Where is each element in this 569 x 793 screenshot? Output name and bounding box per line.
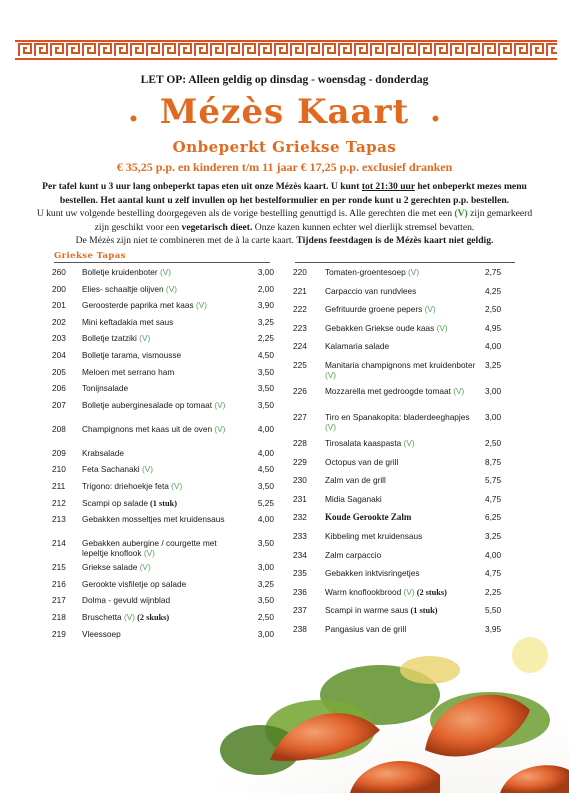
menu-item-number: 221: [293, 285, 307, 296]
menu-item-name: Tomaten-groentesoep (V): [325, 267, 420, 277]
menu-item-name: Carpaccio van rundvlees: [325, 285, 417, 296]
menu-item-name: Warm knoflookbrood (V) (2 stuks): [325, 586, 447, 597]
menu-item-229: [293, 458, 515, 477]
menu-item-price: 3,00: [257, 628, 274, 639]
menu-item-name: Bolletje tarama, vismousse: [82, 350, 182, 360]
price-line: € 35,25 p.p. en kinderen t/m 11 jaar € 17,25 p.p. exclusief dranken: [116, 160, 453, 174]
menu-item-228: [293, 439, 515, 458]
menu-item-price: 5,25: [257, 497, 274, 508]
portion-note: (2 skuks): [135, 613, 170, 622]
menu-item-price: 4,00: [485, 341, 502, 352]
menu-item-price: 4,50: [257, 350, 274, 360]
vegetarian-tag: (V): [405, 267, 420, 277]
menu-item-number: 213: [52, 514, 66, 525]
menu-item-name: Bolletje kruidenboter (V): [82, 267, 172, 277]
menu-item-number: 232: [293, 512, 307, 523]
menu-item-number: 237: [293, 605, 307, 616]
vegetarian-tag: (V): [325, 369, 337, 380]
vegetarian-tag: (V): [141, 547, 155, 558]
menu-item-224: [293, 342, 515, 361]
menu-item-209: [52, 449, 274, 466]
menu-item-price: 4,25: [485, 285, 502, 296]
vegetarian-tag: (V): [157, 267, 172, 277]
menu-item-237: [293, 606, 515, 625]
vegetarian-tag: (V): [325, 421, 337, 432]
vegetarian-tag: (V): [193, 300, 207, 311]
greek-key-border: [15, 40, 557, 60]
menu-item-name: Koude Gerookte Zalm: [325, 512, 412, 523]
menu-item-price: 2,00: [257, 283, 274, 294]
menu-item-name: Bolletje auberginesalade op tomaat (V): [82, 399, 226, 410]
vegetarian-tag: (V): [139, 464, 154, 475]
menu-item-price: 4,95: [485, 322, 502, 333]
menu-item-number: 214: [52, 538, 66, 549]
menu-item-number: 212: [52, 497, 66, 508]
menu-item-name: Tirosalata kaaspasta (V): [325, 438, 415, 448]
info-line-5: De Mézès zijn niet te combineren met de à la carte kaart. Tijdens feestdagen is de Mézès kaart niet geldig.: [75, 235, 494, 246]
vegetarian-tag: (V): [212, 399, 226, 410]
menu-item-name: Feta Sachanaki (V): [82, 464, 154, 475]
menu-item-price: 3,90: [257, 300, 274, 311]
menu-item-name: Tiro en Spanakopita: bladerdeeghapjes (V): [325, 412, 470, 432]
menu-item-223: [293, 324, 515, 343]
menu-item-name: Trigono: driehoekje feta (V): [82, 481, 183, 491]
menu-item-price: 2,25: [257, 333, 274, 344]
vegetarian-tag: (V): [422, 304, 436, 315]
menu-item-name: Dolma - gevuld wijnblad: [82, 595, 171, 606]
menu-item-number: 236: [293, 586, 307, 597]
info-line-2: bestellen. Het aantal kunt u zelf invullen op het bestelformulier en per ronde kunt u 2 gerechten p.p. bestellen.: [59, 194, 510, 206]
menu-item-price: 3,00: [257, 562, 274, 573]
menu-item-232: [293, 513, 515, 532]
menu-item-price: 4,00: [257, 514, 274, 525]
menu-item-number: 215: [52, 562, 66, 573]
menu-item-213: [52, 515, 274, 539]
menu-item-230: [293, 476, 515, 495]
menu-item-price: 4,50: [257, 464, 274, 475]
menu-item-number: 202: [52, 316, 66, 327]
menu-item-202: [52, 318, 274, 335]
menu-item-number: 228: [293, 438, 307, 448]
menu-item-price: 3,50: [257, 538, 274, 549]
menu-item-number: 200: [52, 283, 66, 294]
menu-item-number: 230: [293, 475, 307, 486]
menu-item-number: 234: [293, 549, 307, 560]
menu-item-price: 8,75: [485, 456, 502, 467]
menu-item-name: Zalm van de grill: [325, 475, 386, 486]
menu-item-price: 3,50: [257, 383, 274, 394]
menu-item-name: Scampi op salade (1 stuk): [82, 497, 178, 508]
menu-item-name: Gebakken Griekse oude kaas (V): [325, 322, 448, 333]
menu-item-number: 201: [52, 300, 66, 311]
menu-item-price: 3,25: [257, 578, 274, 589]
menu-item-number: 211: [52, 481, 66, 491]
menu-item-221: [293, 287, 515, 306]
menu-item-price: 5,50: [485, 605, 502, 616]
vegetarian-tag: (V): [434, 322, 448, 333]
menu-item-number: 225: [293, 360, 307, 370]
menu-item-number: 219: [52, 628, 66, 639]
menu-item-number: 260: [52, 267, 66, 277]
menu-item-name: Gebakken aubergine / courgette met lepeltje knoflook (V): [82, 538, 217, 558]
menu-item-name: Gerookte visfiletje op salade: [82, 578, 187, 589]
menu-item-price: 3,00: [257, 267, 274, 277]
validity-notice: LET OP: Alleen geldig op dinsdag - woensdag - donderdag: [140, 74, 429, 86]
menu-item-name: Gebakken inktvisringetjes: [325, 568, 420, 579]
menu-item-price: 3,00: [485, 412, 502, 422]
menu-item-222: [293, 305, 515, 324]
menu-item-name: Bolletje tzatziki (V): [82, 333, 151, 344]
menu-item-name: Midia Saganaki: [325, 493, 382, 504]
vegetarian-tag: (V): [450, 386, 465, 396]
menu-item-number: 231: [293, 493, 307, 504]
portion-note: (1 stuk): [408, 606, 438, 616]
menu-item-215: [52, 563, 274, 580]
menu-item-name: Pangasius van de grill: [325, 624, 407, 634]
menu-item-price: 3,25: [485, 360, 502, 370]
menu-item-name: Gebakken mosseltjes met kruidensaus: [82, 514, 225, 525]
menu-item-name: Kibbeling met kruidensaus: [325, 531, 423, 541]
menu-item-210: [52, 465, 274, 482]
menu-item-number: 203: [52, 333, 66, 344]
menu-item-204: [52, 351, 274, 368]
menu-item-price: 2,50: [257, 612, 274, 622]
menu-item-number: 208: [52, 423, 66, 434]
menu-item-price: 3,00: [485, 386, 502, 396]
menu-item-name: Elies- schaaltje olijven (V): [82, 283, 177, 294]
vegetarian-tag: (V): [168, 481, 183, 491]
menu-item-price: 2,50: [485, 304, 502, 315]
menu-item-206: [52, 384, 274, 401]
portion-note: (1 stuk): [147, 498, 178, 508]
menu-item-220: [293, 268, 515, 287]
menu-item-235: [293, 569, 515, 588]
menu-item-227: [293, 413, 515, 439]
section-divider-left: [54, 262, 270, 263]
menu-item-236: [293, 588, 515, 607]
menu-item-203: [52, 334, 274, 351]
menu-item-number: 204: [52, 350, 66, 360]
menu-item-212: [52, 499, 274, 516]
menu-item-name: Mini keftadakia met saus: [82, 316, 174, 327]
page-title: Mézès Kaart: [159, 92, 410, 132]
vegetarian-tag: (V): [163, 283, 177, 294]
menu-item-number: 205: [52, 366, 66, 377]
menu-item-225: [293, 361, 515, 387]
info-paragraph: [20, 180, 549, 248]
menu-item-price: 4,75: [485, 493, 502, 504]
menu-item-number: 222: [293, 304, 307, 315]
menu-item-price: 6,25: [485, 512, 502, 523]
vegetarian-tag: (V): [137, 562, 151, 573]
section-divider-right: [295, 262, 515, 263]
menu-item-200: [52, 285, 274, 302]
menu-item-number: 207: [52, 399, 66, 410]
menu-item-price: 4,00: [485, 549, 502, 560]
menu-item-price: 3,50: [257, 481, 274, 491]
menu-item-number: 220: [293, 267, 307, 277]
menu-item-number: 206: [52, 383, 66, 394]
vegetarian-tag: (V): [136, 333, 151, 344]
menu-item-number: 227: [293, 412, 307, 422]
menu-item-price: 3,95: [485, 624, 502, 634]
menu-item-name: Scampi in warme saus (1 stuk): [325, 605, 438, 616]
portion-note: (2 stuks): [414, 587, 447, 597]
menu-item-number: 229: [293, 456, 307, 467]
menu-item-205: [52, 368, 274, 385]
menu-item-price: 3,50: [257, 399, 274, 410]
menu-item-231: [293, 495, 515, 514]
menu-item-price: 5,75: [485, 475, 502, 486]
menu-item-name: Zalm carpaccio: [325, 549, 382, 560]
info-line-3: U kunt uw volgende bestelling doorgegeven als de vorige bestelling genuttigd is. Alle gerechten die met een (V) zijn gemarkeerd: [36, 208, 533, 219]
menu-item-name: Champignons met kaas uit de oven (V): [82, 423, 226, 434]
menu-item-216: [52, 580, 274, 597]
menu-item-price: 3,25: [257, 316, 274, 327]
menu-item-208: [52, 425, 274, 449]
vegetarian-tag: (V): [121, 612, 136, 622]
menu-item-number: 235: [293, 568, 307, 579]
menu-item-name: Krabsalade: [82, 447, 124, 458]
menu-item-219: [52, 630, 274, 647]
menu-item-233: [293, 532, 515, 551]
menu-item-number: 210: [52, 464, 66, 475]
title-block: [0, 92, 569, 132]
title-dot-right: •: [431, 105, 440, 131]
menu-item-217: [52, 596, 274, 613]
menu-item-260: [52, 268, 274, 285]
menu-item-name: Kalamaria salade: [325, 341, 390, 352]
menu-item-number: 238: [293, 624, 307, 634]
menu-item-number: 224: [293, 341, 307, 352]
menu-item-price: 4,00: [257, 447, 274, 458]
menu-item-price: 2,25: [485, 586, 502, 597]
menu-item-234: [293, 551, 515, 570]
menu-item-price: 4,75: [485, 568, 502, 579]
menu-item-price: 3,25: [485, 531, 502, 541]
menu-item-name: Vleessoep: [82, 628, 121, 639]
menu-item-name: Manitaria champignons met kruidenboter (V): [325, 360, 476, 380]
menu-item-price: 2,75: [485, 267, 502, 277]
menu-item-226: [293, 387, 515, 413]
menu-item-218: [52, 613, 274, 630]
vegetarian-tag: (V): [212, 423, 226, 434]
section-title: Griekse Tapas: [54, 251, 126, 261]
menu-item-214: [52, 539, 274, 563]
vegetarian-tag: (V): [401, 586, 415, 597]
menu-item-number: 223: [293, 322, 307, 333]
menu-item-name: Octopus van de grill: [325, 456, 399, 467]
menu-item-number: 216: [52, 578, 66, 589]
menu-item-number: 218: [52, 612, 66, 622]
menu-item-name: Bruschetta (V) (2 skuks): [82, 612, 170, 622]
menu-item-238: [293, 625, 515, 644]
menu-item-price: 3,50: [257, 366, 274, 377]
menu-item-211: [52, 482, 274, 499]
menu-item-name: Mozzarella met gedroogde tomaat (V): [325, 386, 465, 396]
menu-item-name: Gefrituurde groene pepers (V): [325, 304, 436, 315]
menu-item-name: Griekse salade (V): [82, 562, 151, 573]
menu-item-number: 209: [52, 447, 66, 458]
title-dot-left: •: [129, 105, 138, 131]
menu-item-number: 233: [293, 531, 307, 541]
menu-item-name: Meloen met serrano ham: [82, 366, 175, 377]
menu-item-207: [52, 401, 274, 425]
menu-item-name: Geroosterde paprika met kaas (V): [82, 300, 207, 311]
menu-item-price: 4,00: [257, 423, 274, 434]
menu-item-name: Tonijnsalade: [82, 383, 129, 394]
menu-item-number: 226: [293, 386, 307, 396]
info-line-4: zijn geschikt voor een vegetarisch dieet. Onze kazen kunnen echter wel dierlijk stremsel bevatten.: [94, 221, 475, 233]
vegetarian-tag: (V): [401, 438, 415, 448]
menu-item-price: 3,50: [257, 595, 274, 606]
menu-item-price: 2,50: [485, 438, 502, 448]
menu-item-number: 217: [52, 595, 66, 606]
menu-item-201: [52, 301, 274, 318]
page-subtitle: Onbeperkt Griekse Tapas: [172, 138, 397, 156]
info-line-1: Per tafel kunt u 3 uur lang onbeperkt tapas eten uit onze Mézès kaart. U kunt tot 21:30 uur het onbeperkt mezes menu: [42, 181, 527, 192]
